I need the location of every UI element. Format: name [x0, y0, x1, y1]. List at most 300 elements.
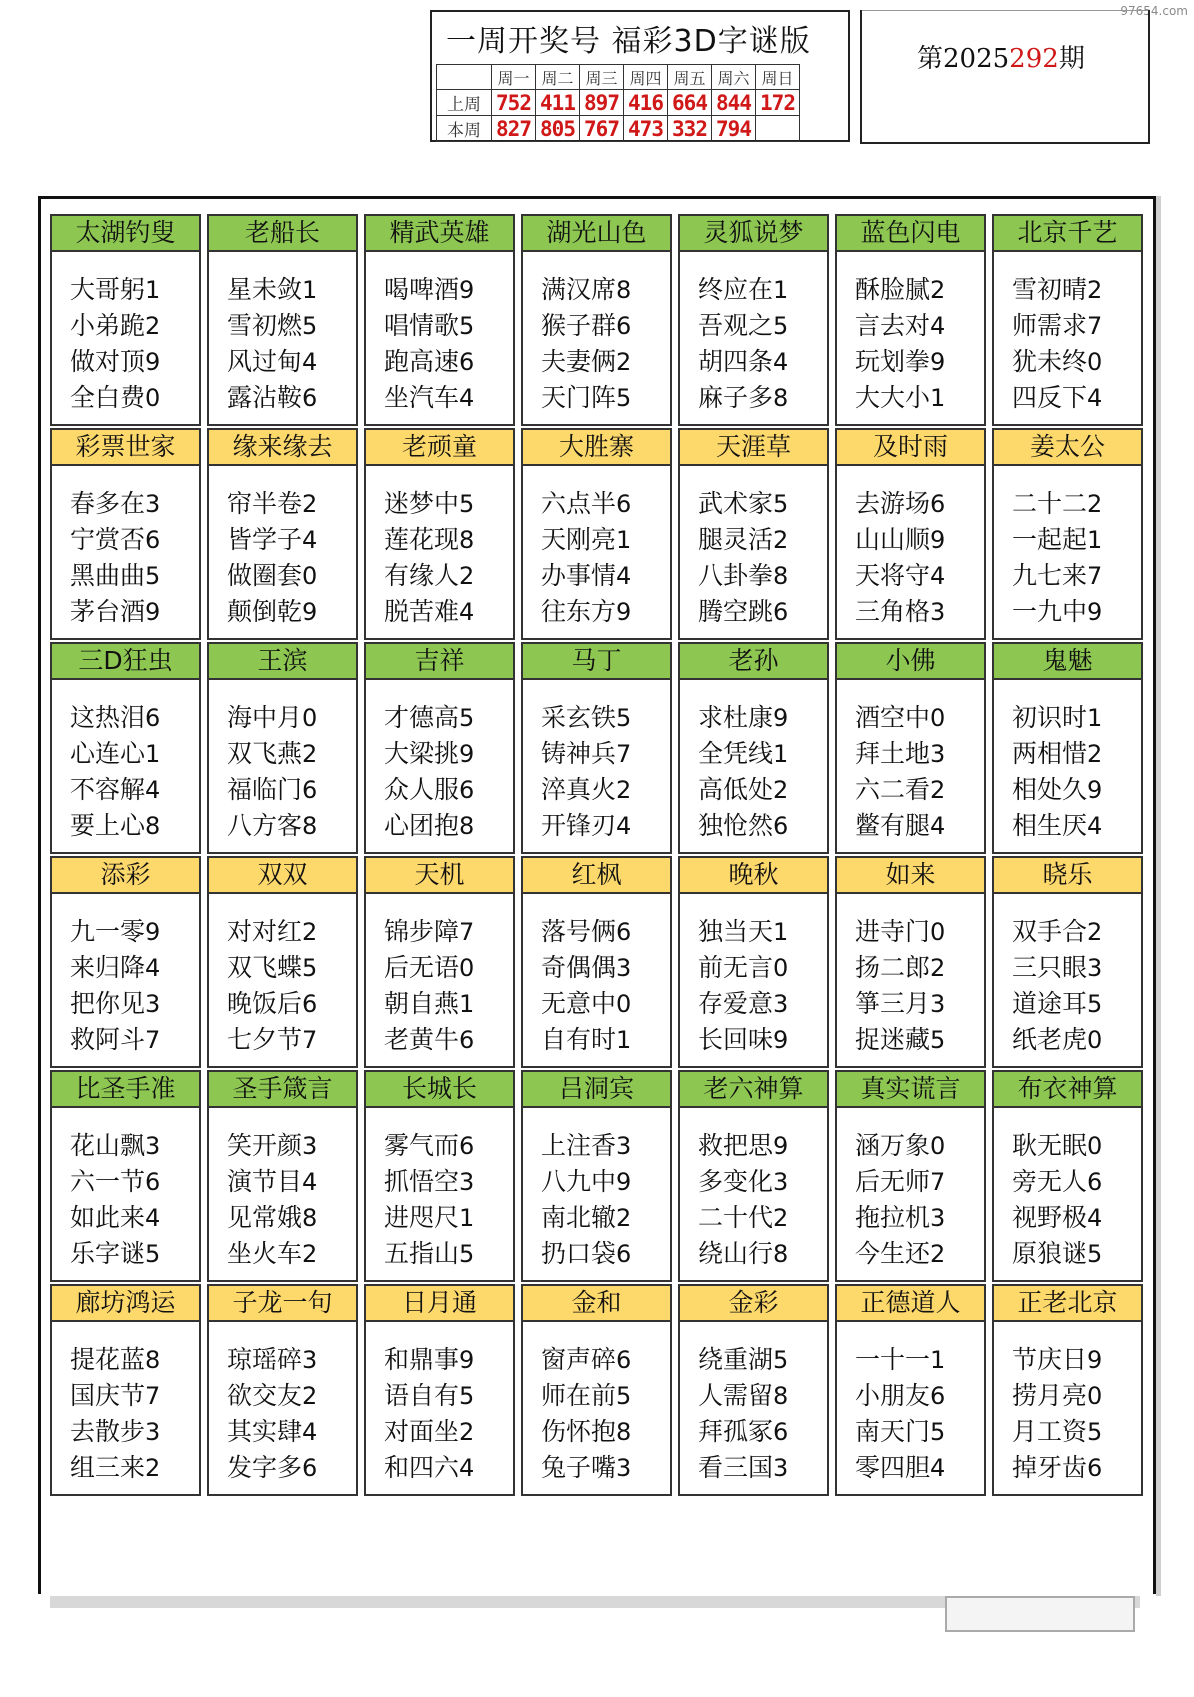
- riddle-author: 老顽童: [364, 428, 515, 466]
- riddle-line: [384, 914, 513, 950]
- riddle-phrase: 发字多: [227, 1453, 303, 1482]
- riddle-line: [227, 914, 356, 950]
- riddle-line: [1012, 1342, 1141, 1378]
- riddle-card: [50, 1070, 201, 1282]
- riddle-line: [227, 950, 356, 986]
- riddle-line: [227, 1414, 356, 1450]
- riddle-body: [678, 894, 829, 1068]
- riddle-line: [855, 308, 984, 344]
- riddle-body: [992, 252, 1143, 426]
- riddle-phrase: 酒空中: [855, 703, 931, 732]
- riddle-line: [384, 1450, 513, 1486]
- riddle-line: [698, 1128, 827, 1164]
- riddle-phrase: 胡四条: [698, 347, 774, 376]
- riddle-phrase: 花山飘: [70, 1131, 146, 1160]
- riddle-phrase: 大梁挑: [384, 739, 460, 768]
- riddle-body: [521, 466, 672, 640]
- riddle-digit: 9: [1087, 598, 1103, 626]
- riddle-line: [698, 1378, 827, 1414]
- riddle-line: [698, 558, 827, 594]
- riddle-digit: 3: [616, 1454, 632, 1482]
- riddle-phrase: 去散步: [70, 1417, 146, 1446]
- riddle-line: [698, 1236, 827, 1272]
- riddle-line: [70, 558, 199, 594]
- riddle-body: [835, 1108, 986, 1282]
- riddle-phrase: 奇偶偶: [541, 953, 617, 982]
- riddle-line: [1012, 986, 1141, 1022]
- riddle-phrase: 长回味: [698, 1025, 774, 1054]
- issue-suffix: 期: [1058, 44, 1085, 74]
- row-label: 本周: [437, 116, 492, 142]
- riddle-phrase: 满汉席: [541, 275, 617, 304]
- riddle-body: [207, 1322, 358, 1496]
- riddle-line: [698, 1200, 827, 1236]
- riddle-phrase: 捞月亮: [1012, 1381, 1088, 1410]
- riddle-card: [678, 214, 829, 426]
- riddle-digit: 2: [773, 776, 789, 804]
- riddle-phrase: 一九中: [1012, 597, 1088, 626]
- riddle-line: [1012, 1128, 1141, 1164]
- riddle-phrase: 四反下: [1012, 383, 1088, 412]
- riddle-phrase: 如此来: [70, 1203, 146, 1232]
- riddle-digit: 6: [302, 776, 318, 804]
- riddle-line: [698, 522, 827, 558]
- riddle-body: [835, 894, 986, 1068]
- riddle-author: 晚秋: [678, 856, 829, 894]
- riddle-line: [541, 1450, 670, 1486]
- riddle-digit: 3: [145, 990, 161, 1018]
- riddle-author: 双双: [207, 856, 358, 894]
- riddle-author: 三D狂虫: [50, 642, 201, 680]
- riddle-phrase: 节庆日: [1012, 1345, 1088, 1374]
- riddle-body: [50, 252, 201, 426]
- riddle-line: [1012, 558, 1141, 594]
- riddle-body: [50, 1322, 201, 1496]
- riddle-card: [992, 856, 1143, 1068]
- riddle-card: [50, 856, 201, 1068]
- riddle-digit: 9: [773, 704, 789, 732]
- riddle-phrase: 大哥躬: [70, 275, 146, 304]
- riddle-line: [227, 344, 356, 380]
- riddle-body: [992, 1108, 1143, 1282]
- riddle-line: [698, 700, 827, 736]
- riddle-line: [541, 558, 670, 594]
- riddle-phrase: 晚饭后: [227, 989, 303, 1018]
- riddle-phrase: 兔子嘴: [541, 1453, 617, 1482]
- riddle-phrase: 后无语: [384, 953, 460, 982]
- riddle-card: [207, 428, 358, 640]
- riddle-card: [521, 428, 672, 640]
- riddle-line: [541, 914, 670, 950]
- riddle-digit: 2: [616, 776, 632, 804]
- riddle-line: [70, 950, 199, 986]
- riddle-digit: 2: [616, 1204, 632, 1232]
- riddle-body: [364, 894, 515, 1068]
- riddle-digit: 3: [773, 1168, 789, 1196]
- riddle-phrase: 言去对: [855, 311, 931, 340]
- riddle-author: 老孙: [678, 642, 829, 680]
- riddle-digit: 3: [930, 740, 946, 768]
- riddle-card: [835, 1070, 986, 1282]
- draw-number: 794: [712, 116, 756, 142]
- riddle-phrase: 做对顶: [70, 347, 146, 376]
- draw-number: 411: [536, 90, 580, 116]
- riddle-digit: 6: [616, 490, 632, 518]
- riddle-digit: 7: [302, 1026, 318, 1054]
- riddle-digit: 8: [773, 384, 789, 412]
- riddle-digit: 1: [302, 276, 318, 304]
- riddle-phrase: 不容解: [70, 775, 146, 804]
- riddle-digit: 0: [930, 918, 946, 946]
- riddle-line: [70, 380, 199, 416]
- riddle-digit: 1: [930, 384, 946, 412]
- riddle-phrase: 初识时: [1012, 703, 1088, 732]
- riddle-line: [227, 1128, 356, 1164]
- weekday-label: 周五: [668, 65, 712, 90]
- riddle-phrase: 莲花现: [384, 525, 460, 554]
- riddle-author: 正老北京: [992, 1284, 1143, 1322]
- riddle-digit: 5: [1087, 1240, 1103, 1268]
- riddle-author: 姜太公: [992, 428, 1143, 466]
- riddle-digit: 6: [145, 526, 161, 554]
- riddle-digit: 3: [773, 990, 789, 1018]
- riddle-body: [835, 1322, 986, 1496]
- riddle-line: [384, 486, 513, 522]
- riddle-body: [521, 252, 672, 426]
- riddle-line: [541, 1164, 670, 1200]
- riddle-line: [698, 772, 827, 808]
- riddle-line: [384, 1342, 513, 1378]
- riddle-phrase: 全凭线: [698, 739, 774, 768]
- riddle-line: [855, 914, 984, 950]
- riddle-digit: 5: [1087, 1418, 1103, 1446]
- riddle-digit: 4: [145, 1204, 161, 1232]
- riddle-author: 金和: [521, 1284, 672, 1322]
- riddle-line: [384, 950, 513, 986]
- riddle-digit: 9: [773, 1132, 789, 1160]
- riddle-line: [70, 1236, 199, 1272]
- riddle-phrase: 拜土地: [855, 739, 931, 768]
- riddle-digit: 8: [459, 812, 475, 840]
- riddle-author: 小佛: [835, 642, 986, 680]
- riddle-digit: 9: [930, 526, 946, 554]
- riddle-digit: 6: [616, 1240, 632, 1268]
- riddle-line: [855, 772, 984, 808]
- riddle-line: [855, 522, 984, 558]
- riddle-card: [207, 1070, 358, 1282]
- riddle-phrase: 纸老虎: [1012, 1025, 1088, 1054]
- riddle-phrase: 风过甸: [227, 347, 303, 376]
- riddle-phrase: 天门阵: [541, 383, 617, 412]
- riddle-card: [207, 642, 358, 854]
- riddle-phrase: 高低处: [698, 775, 774, 804]
- riddle-digit: 2: [302, 1382, 318, 1410]
- riddle-author: 如来: [835, 856, 986, 894]
- riddle-digit: 7: [1087, 312, 1103, 340]
- riddle-phrase: 这热泪: [70, 703, 146, 732]
- weekday-header-row: [437, 65, 800, 90]
- riddle-digit: 1: [145, 276, 161, 304]
- riddle-phrase: 相处久: [1012, 775, 1088, 804]
- riddle-digit: 0: [930, 1132, 946, 1160]
- riddle-phrase: 窗声碎: [541, 1345, 617, 1374]
- riddle-line: [1012, 1378, 1141, 1414]
- riddle-line: [698, 736, 827, 772]
- riddle-author: 添彩: [50, 856, 201, 894]
- riddle-line: [227, 1236, 356, 1272]
- riddle-phrase: 前无言: [698, 953, 774, 982]
- riddle-digit: 8: [773, 1240, 789, 1268]
- riddle-phrase: 酥脸腻: [855, 275, 931, 304]
- riddle-digit: 7: [459, 918, 475, 946]
- riddle-digit: 6: [1087, 1168, 1103, 1196]
- draw-number: 827: [492, 116, 536, 142]
- riddle-phrase: 鳖有腿: [855, 811, 931, 840]
- riddle-digit: 1: [616, 526, 632, 554]
- issue-prefix: 第2025: [917, 44, 1010, 74]
- riddle-line: [1012, 272, 1141, 308]
- riddle-phrase: 见常娥: [227, 1203, 303, 1232]
- riddle-line: [855, 380, 984, 416]
- riddle-digit: 0: [302, 704, 318, 732]
- riddle-digit: 2: [1087, 918, 1103, 946]
- riddle-author: 天涯草: [678, 428, 829, 466]
- riddle-digit: 9: [145, 598, 161, 626]
- riddle-line: [1012, 1200, 1141, 1236]
- riddle-card: [364, 856, 515, 1068]
- riddle-author: 子龙一句: [207, 1284, 358, 1322]
- riddle-line: [384, 1164, 513, 1200]
- riddle-digit: 2: [1087, 276, 1103, 304]
- riddle-digit: 0: [145, 384, 161, 412]
- riddle-line: [541, 1128, 670, 1164]
- weekly-draw-table: [436, 64, 800, 142]
- riddle-digit: 3: [616, 1132, 632, 1160]
- riddle-digit: 8: [145, 812, 161, 840]
- riddle-line: [698, 1342, 827, 1378]
- riddle-line: [1012, 1414, 1141, 1450]
- riddle-digit: 6: [302, 384, 318, 412]
- draw-number: 473: [624, 116, 668, 142]
- riddle-phrase: 救把思: [698, 1131, 774, 1160]
- riddle-card: [521, 214, 672, 426]
- riddle-line: [541, 594, 670, 630]
- riddle-line: [70, 1128, 199, 1164]
- riddle-phrase: 组三来: [70, 1453, 146, 1482]
- riddle-phrase: 小弟跪: [70, 311, 146, 340]
- riddle-phrase: 宁赏否: [70, 525, 146, 554]
- riddle-line: [227, 1378, 356, 1414]
- riddle-card: [50, 642, 201, 854]
- riddle-digit: 0: [773, 954, 789, 982]
- riddle-line: [70, 344, 199, 380]
- riddle-digit: 9: [773, 1026, 789, 1054]
- riddle-phrase: 上注香: [541, 1131, 617, 1160]
- riddle-digit: 2: [773, 526, 789, 554]
- riddle-row: [50, 1284, 1142, 1498]
- riddle-phrase: 双手合: [1012, 917, 1088, 946]
- riddle-body: [992, 680, 1143, 854]
- riddle-phrase: 心连心: [70, 739, 146, 768]
- riddle-digit: 1: [1087, 704, 1103, 732]
- riddle-phrase: 腿灵活: [698, 525, 774, 554]
- riddle-digit: 6: [616, 918, 632, 946]
- riddle-digit: 4: [930, 1454, 946, 1482]
- riddle-phrase: 琼瑶碎: [227, 1345, 303, 1374]
- riddle-line: [541, 522, 670, 558]
- riddle-line: [384, 522, 513, 558]
- riddle-author: 北京千艺: [992, 214, 1143, 252]
- issue-panel: [860, 10, 1150, 144]
- riddle-digit: 4: [930, 812, 946, 840]
- riddle-line: [541, 1236, 670, 1272]
- riddle-line: [541, 1200, 670, 1236]
- riddle-author: 鬼魅: [992, 642, 1143, 680]
- riddle-row: [50, 642, 1142, 856]
- riddle-phrase: 求杜康: [698, 703, 774, 732]
- riddle-body: [678, 1322, 829, 1496]
- riddle-line: [227, 594, 356, 630]
- riddle-line: [541, 700, 670, 736]
- riddle-card: [207, 1284, 358, 1496]
- riddle-digit: 6: [459, 776, 475, 804]
- riddle-line: [855, 950, 984, 986]
- riddle-line: [855, 736, 984, 772]
- riddle-line: [698, 1022, 827, 1058]
- riddle-body: [678, 252, 829, 426]
- riddle-line: [227, 1342, 356, 1378]
- riddle-line: [855, 1200, 984, 1236]
- riddle-phrase: 进寺门: [855, 917, 931, 946]
- riddle-phrase: 六点半: [541, 489, 617, 518]
- riddle-digit: 4: [302, 1418, 318, 1446]
- riddle-line: [70, 1378, 199, 1414]
- corner-cell: [437, 65, 492, 90]
- weekday-label: 周三: [580, 65, 624, 90]
- riddle-line: [855, 1378, 984, 1414]
- riddle-phrase: 小朋友: [855, 1381, 931, 1410]
- riddle-digit: 8: [616, 1418, 632, 1446]
- riddle-body: [207, 680, 358, 854]
- riddle-digit: 4: [459, 598, 475, 626]
- riddle-phrase: 语自有: [384, 1381, 460, 1410]
- riddle-phrase: 跑高速: [384, 347, 460, 376]
- riddle-card: [992, 428, 1143, 640]
- riddle-body: [521, 680, 672, 854]
- riddle-digit: 2: [930, 276, 946, 304]
- riddle-body: [521, 894, 672, 1068]
- riddle-line: [1012, 522, 1141, 558]
- riddle-phrase: 师在前: [541, 1381, 617, 1410]
- riddle-phrase: 进咫尺: [384, 1203, 460, 1232]
- riddle-phrase: 八九中: [541, 1167, 617, 1196]
- riddle-digit: 9: [459, 1346, 475, 1374]
- riddle-digit: 0: [1087, 1026, 1103, 1054]
- riddle-digit: 5: [302, 954, 318, 982]
- riddle-digit: 6: [145, 704, 161, 732]
- riddle-card: [50, 428, 201, 640]
- riddle-phrase: 腾空跳: [698, 597, 774, 626]
- riddle-digit: 0: [930, 704, 946, 732]
- riddle-phrase: 演节目: [227, 1167, 303, 1196]
- riddle-row: [50, 856, 1142, 1070]
- riddle-phrase: 来归降: [70, 953, 146, 982]
- riddle-line: [227, 736, 356, 772]
- page-title: 一周开奖号 福彩3D字谜版: [446, 24, 811, 59]
- riddle-phrase: 落号俩: [541, 917, 617, 946]
- riddle-author: 晓乐: [992, 856, 1143, 894]
- riddle-phrase: 喝啤酒: [384, 275, 460, 304]
- riddle-line: [227, 272, 356, 308]
- riddle-phrase: 拖拉机: [855, 1203, 931, 1232]
- riddle-line: [227, 522, 356, 558]
- riddle-digit: 2: [145, 312, 161, 340]
- riddle-line: [384, 1128, 513, 1164]
- riddle-digit: 0: [459, 954, 475, 982]
- riddle-digit: 4: [145, 954, 161, 982]
- riddle-author: 长城长: [364, 1070, 515, 1108]
- riddle-phrase: 有缘人: [384, 561, 460, 590]
- riddle-line: [1012, 772, 1141, 808]
- riddle-phrase: 对面坐: [384, 1417, 460, 1446]
- riddle-card: [835, 428, 986, 640]
- riddle-digit: 9: [616, 1168, 632, 1196]
- riddle-card: [992, 1070, 1143, 1282]
- riddle-author: 正德道人: [835, 1284, 986, 1322]
- riddle-digit: 6: [1087, 1454, 1103, 1482]
- riddle-digit: 9: [1087, 1346, 1103, 1374]
- riddle-card: [50, 1284, 201, 1496]
- bottom-box: [945, 1596, 1135, 1632]
- riddle-digit: 8: [302, 812, 318, 840]
- riddle-phrase: 南天门: [855, 1417, 931, 1446]
- riddle-line: [70, 808, 199, 844]
- riddle-row: [50, 214, 1142, 428]
- riddle-digit: 2: [459, 562, 475, 590]
- riddle-digit: 1: [773, 918, 789, 946]
- riddle-phrase: 雪初晴: [1012, 275, 1088, 304]
- riddle-card: [992, 642, 1143, 854]
- riddle-digit: 5: [616, 704, 632, 732]
- riddle-digit: 3: [1087, 954, 1103, 982]
- riddle-line: [227, 1450, 356, 1486]
- riddle-line: [698, 986, 827, 1022]
- riddle-line: [1012, 1022, 1141, 1058]
- riddle-line: [541, 486, 670, 522]
- riddle-phrase: 扔口袋: [541, 1239, 617, 1268]
- riddle-card: [364, 214, 515, 426]
- riddle-digit: 6: [145, 1168, 161, 1196]
- riddle-line: [855, 558, 984, 594]
- riddle-phrase: 终应在: [698, 275, 774, 304]
- riddle-line: [1012, 950, 1141, 986]
- riddle-phrase: 海中月: [227, 703, 303, 732]
- draw-number: 897: [580, 90, 624, 116]
- riddle-digit: 6: [773, 1418, 789, 1446]
- riddle-phrase: 绕山行: [698, 1239, 774, 1268]
- riddle-phrase: 朝自燕: [384, 989, 460, 1018]
- riddle-digit: 7: [1087, 562, 1103, 590]
- riddle-phrase: 黑曲曲: [70, 561, 146, 590]
- riddle-phrase: 武术家: [698, 489, 774, 518]
- riddle-body: [992, 894, 1143, 1068]
- riddle-author: 日月通: [364, 1284, 515, 1322]
- riddle-row: [50, 1070, 1142, 1284]
- riddle-digit: 7: [145, 1382, 161, 1410]
- riddle-body: [50, 1108, 201, 1282]
- riddle-body: [50, 466, 201, 640]
- riddle-line: [855, 1450, 984, 1486]
